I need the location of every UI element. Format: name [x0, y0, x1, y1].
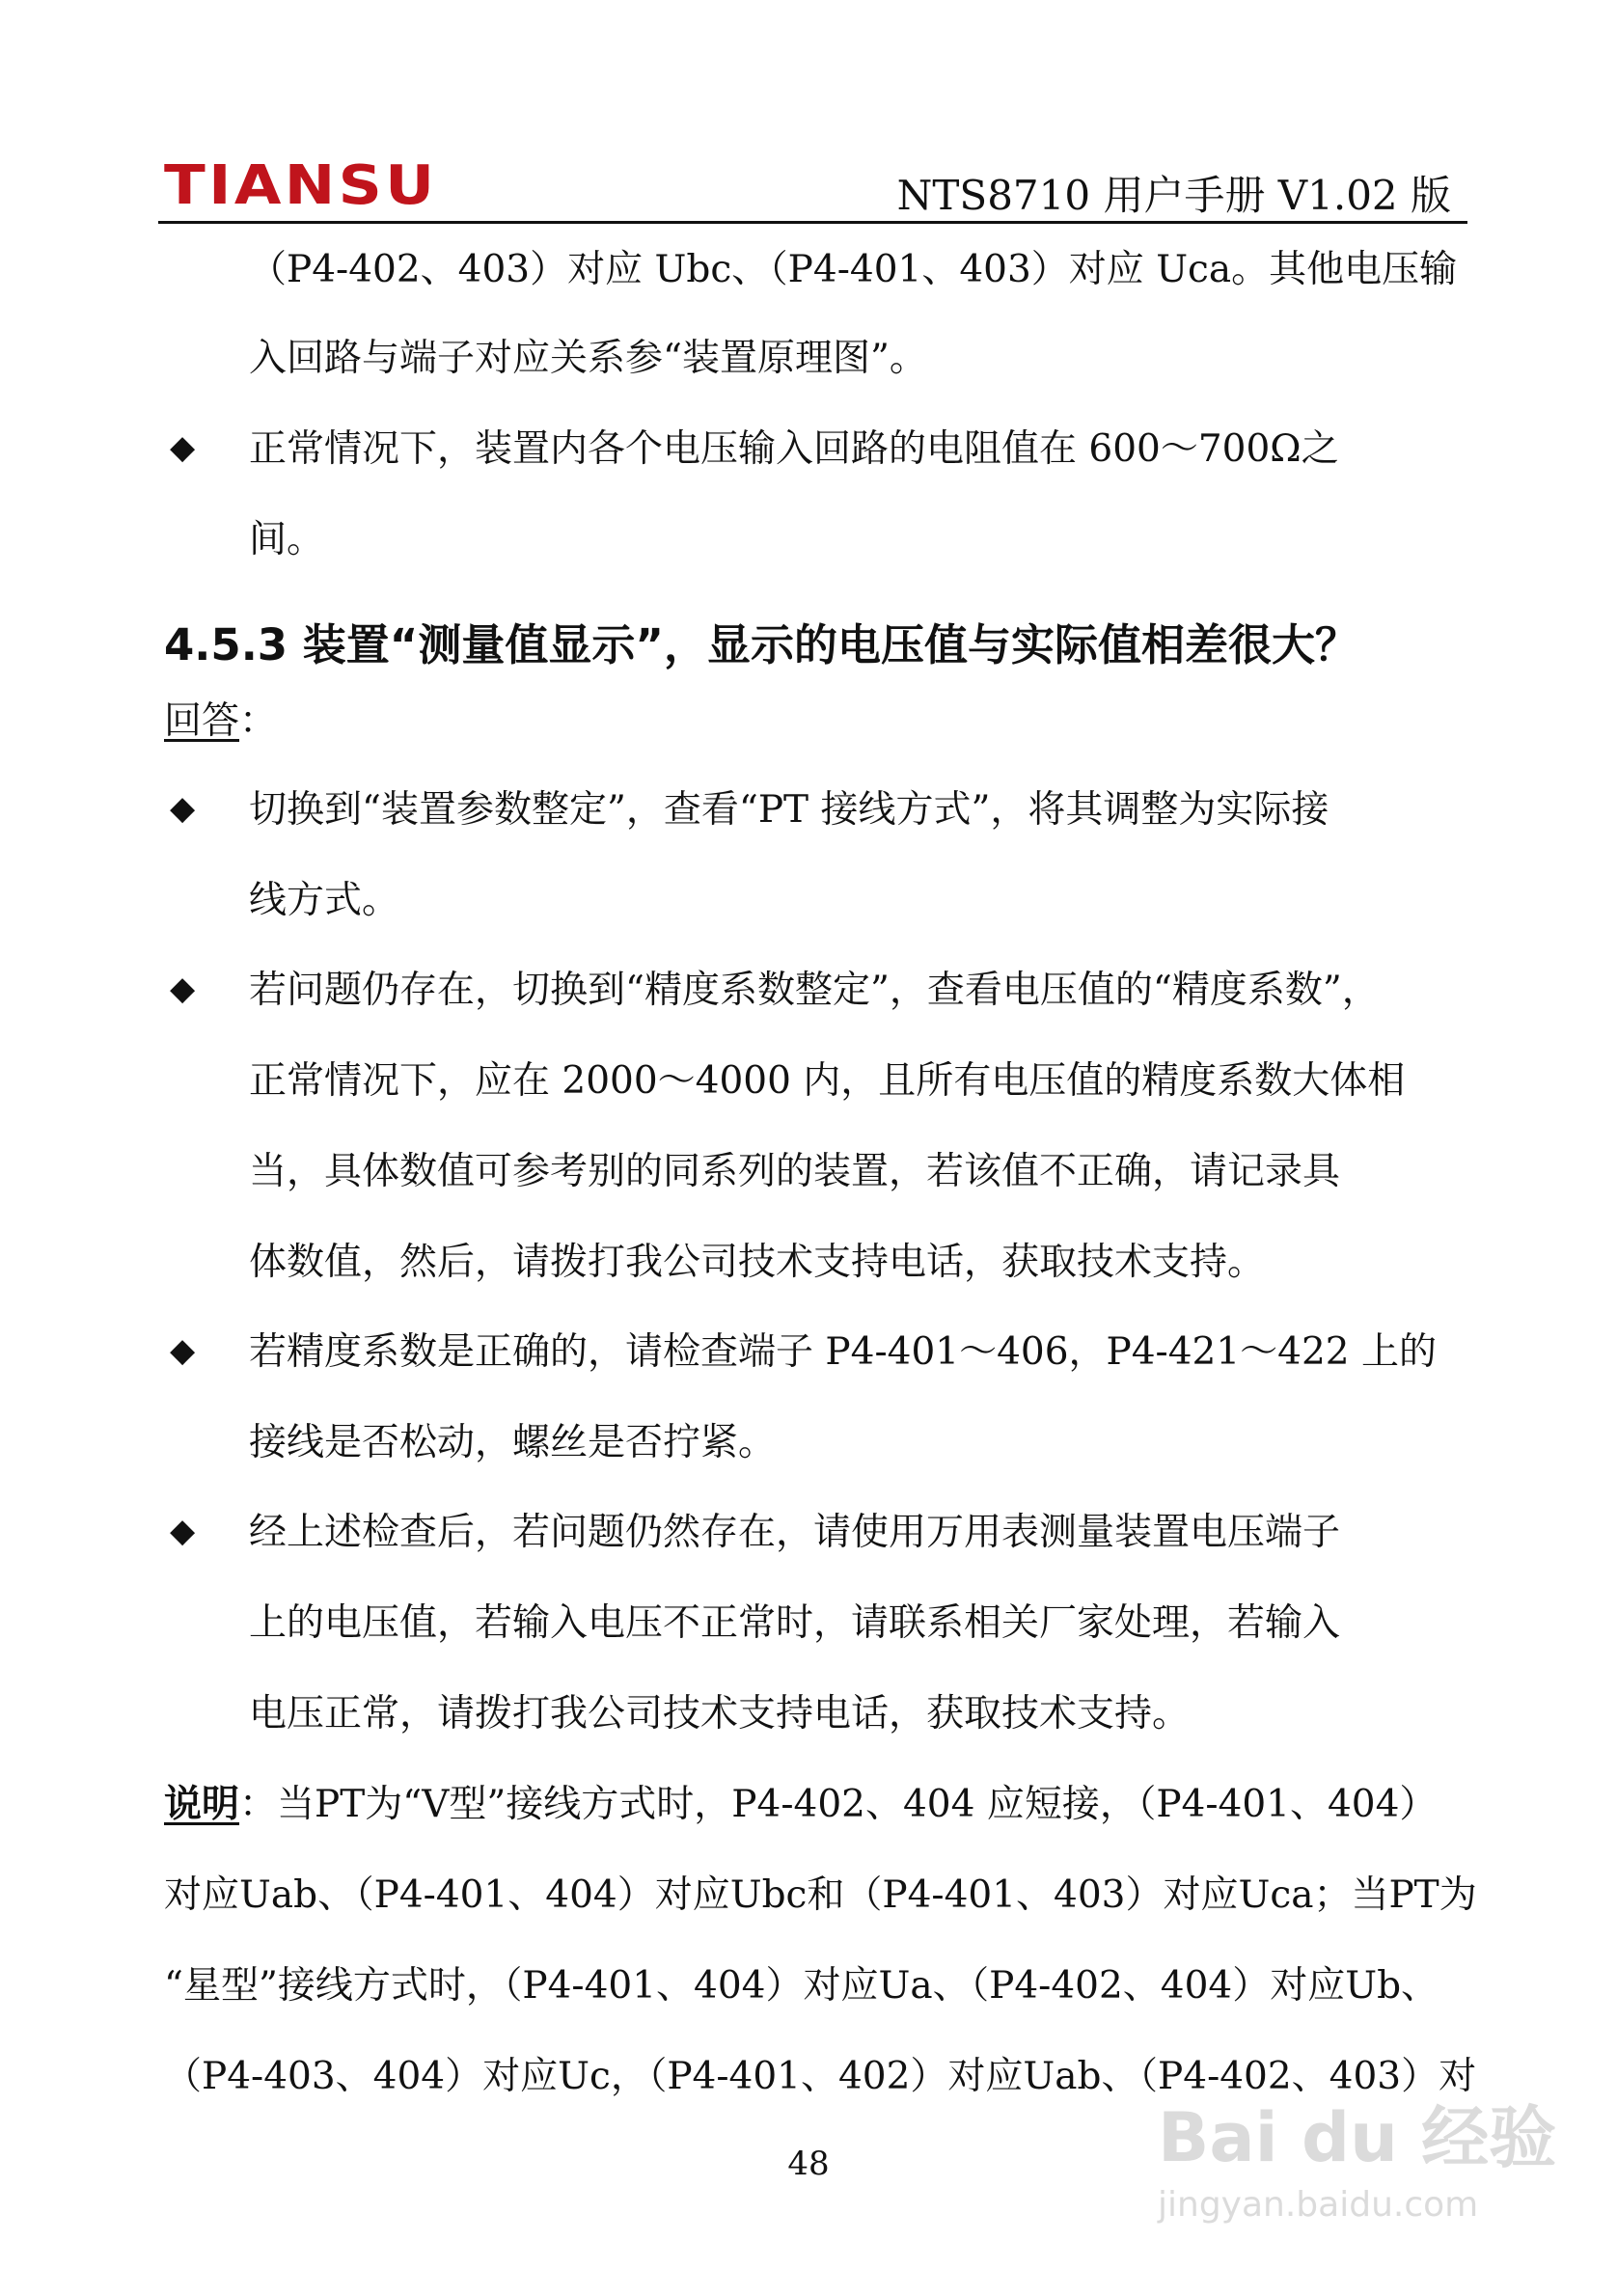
- answer-label-row: [164, 699, 278, 743]
- note-first-line: ：当PT为“V型”接线方式时，P4-402、404 应短接，（P4-401、404）: [239, 1783, 1438, 1826]
- watermark-url: jingyan.baidu.com: [1158, 2185, 1479, 2225]
- tiansu-logo: TIANSU: [164, 154, 438, 217]
- bullet-marker: ◆: [170, 1331, 196, 1370]
- answer-label: 回答: [164, 699, 240, 743]
- bullet-3-line-2: 接线是否松动，螺丝是否拧紧。: [249, 1421, 777, 1464]
- bullet-2-line-2: 正常情况下，应在 2000～4000 内，且所有电压值的精度系数大体相: [249, 1059, 1406, 1103]
- note-line-3: “星型”接线方式时，（P4-401、404）对应Ua、（P4-402、404）对应Ub、: [164, 1964, 1439, 2008]
- page-number: 48: [787, 2145, 830, 2183]
- bullet-marker: ◆: [170, 1512, 196, 1550]
- intro-line-2: 入回路与端子对应关系参“装置原理图”。: [249, 337, 927, 380]
- note-line-2: 对应Uab、（P4-401、404）对应Ubc和（P4-401、403）对应Uca；当PT为: [164, 1873, 1477, 1917]
- bullet-2-line-4: 体数值，然后，请拨打我公司技术支持电话，获取技术支持。: [249, 1241, 1266, 1284]
- bullet-pre-line-1: 正常情况下，装置内各个电压输入回路的电阻值在 600～700Ω之: [249, 427, 1339, 471]
- section-heading: 4.5.3 装置“测量值显示”，显示的电压值与实际值相差很大？: [164, 619, 1358, 670]
- bullet-marker: ◆: [170, 970, 196, 1008]
- bullet-1-line-2: 线方式。: [249, 879, 400, 922]
- bullet-4-line-3: 电压正常，请拨打我公司技术支持电话，获取技术支持。: [249, 1692, 1191, 1736]
- bullet-marker: ◆: [170, 428, 196, 467]
- bullet-2-line-1: 若问题仍存在，切换到“精度系数整定”，查看电压值的“精度系数”，: [249, 969, 1380, 1012]
- bullet-1-line-1: 切换到“装置参数整定”，查看“PT 接线方式”，将其调整为实际接: [249, 788, 1329, 832]
- header-divider: [158, 221, 1467, 224]
- bullet-4-line-1: 经上述检查后，若问题仍然存在，请使用万用表测量装置电压端子: [249, 1511, 1341, 1554]
- watermark-brand: Bai du 经验: [1158, 2098, 1557, 2177]
- baidu-watermark: [1158, 2084, 1557, 2267]
- note-line-1: [164, 1782, 1438, 1826]
- note-label: 说明: [164, 1782, 240, 1826]
- bullet-2-line-3: 当，具体数值可参考别的同系列的装置，若该值不正确，请记录具: [249, 1150, 1341, 1193]
- bullet-pre-line-2: 间。: [249, 518, 325, 561]
- note-line-4: （P4-403、404）对应Uc，（P4-401、402）对应Uab、（P4-402、403）对: [164, 2055, 1477, 2098]
- bullet-marker: ◆: [170, 789, 196, 828]
- bullet-4-line-2: 上的电压值，若输入电压不正常时，请联系相关厂家处理，若输入: [249, 1601, 1341, 1645]
- intro-line-1: （P4-402、403）对应 Ubc、（P4-401、403）对应 Uca。其他电压输: [249, 248, 1458, 291]
- document-title: NTS8710 用户手册 V1.02 版: [896, 172, 1451, 219]
- bullet-3-line-1: 若精度系数是正确的，请检查端子 P4-401～406，P4-421～422 上的: [249, 1330, 1438, 1374]
- answer-colon: ：: [239, 699, 278, 743]
